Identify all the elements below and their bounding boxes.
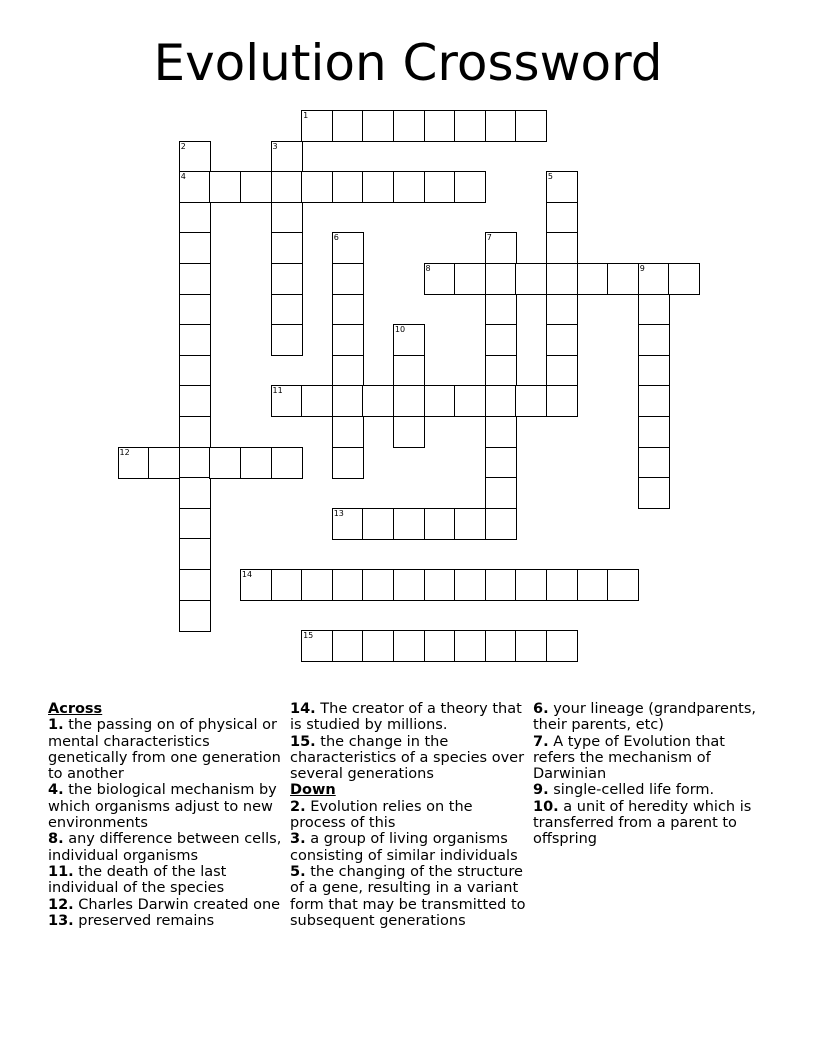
clue-item xyxy=(533,799,769,848)
clue-number: 15. xyxy=(290,733,316,750)
crossword-cell[interactable] xyxy=(607,263,639,295)
crossword-cell[interactable] xyxy=(393,508,425,540)
crossword-cell[interactable] xyxy=(301,171,333,203)
crossword-cell[interactable] xyxy=(515,569,547,601)
clue-number: 6. xyxy=(533,701,549,717)
clue-item xyxy=(533,782,769,798)
crossword-cell[interactable] xyxy=(332,110,364,142)
crossword-cell[interactable] xyxy=(638,477,670,509)
clue-text: a group of living organisms consisting of similar individuals xyxy=(290,831,518,864)
crossword-cell[interactable] xyxy=(301,630,333,662)
crossword-cell[interactable] xyxy=(638,416,670,448)
crossword-cell[interactable] xyxy=(271,232,303,264)
crossword-cell[interactable] xyxy=(546,630,578,662)
clue-text: the changing of the structure of a gene, resulting in a variant form that may be transmitted to subsequent generations xyxy=(290,863,526,929)
crossword-cell[interactable] xyxy=(209,171,241,203)
crossword-cell[interactable] xyxy=(546,202,578,234)
clue-number: 7. xyxy=(533,733,549,750)
crossword-cell[interactable] xyxy=(179,324,211,356)
crossword-cell[interactable] xyxy=(424,171,456,203)
crossword-cell[interactable] xyxy=(393,110,425,142)
cell-number: 4 xyxy=(180,172,186,182)
crossword-cell[interactable] xyxy=(485,232,517,264)
crossword-cell[interactable] xyxy=(638,355,670,387)
crossword-cell[interactable] xyxy=(362,110,394,142)
clue-item xyxy=(533,701,769,734)
crossword-cell[interactable] xyxy=(209,447,241,479)
clue-item xyxy=(290,864,526,929)
clue-text: your lineage (grandparents, their parents, etc) xyxy=(533,701,757,734)
crossword-cell[interactable] xyxy=(424,630,456,662)
crossword-cell[interactable] xyxy=(638,447,670,479)
clue-text: single-celled life form. xyxy=(553,782,715,799)
crossword-cell[interactable] xyxy=(332,171,364,203)
cell-number: 2 xyxy=(180,141,186,151)
crossword-cell[interactable] xyxy=(485,110,517,142)
crossword-cell[interactable] xyxy=(332,416,364,448)
crossword-cell[interactable] xyxy=(179,141,211,173)
crossword-cell[interactable] xyxy=(546,232,578,264)
crossword-cell[interactable] xyxy=(179,263,211,295)
cell-number: 15 xyxy=(303,631,314,641)
clue-item xyxy=(290,734,526,783)
clue-number: 5. xyxy=(290,863,306,880)
crossword-cell[interactable] xyxy=(240,569,272,601)
clue-item xyxy=(48,717,284,782)
crossword-cell[interactable] xyxy=(424,110,456,142)
crossword-cell[interactable] xyxy=(179,202,211,234)
crossword-cell[interactable] xyxy=(485,569,517,601)
crossword-cell[interactable] xyxy=(362,171,394,203)
crossword-cell[interactable] xyxy=(393,385,425,417)
clue-text: the biological mechanism by which organisms adjust to new environments xyxy=(48,782,277,832)
clue-text: a unit of heredity which is transferred from a parent to offspring xyxy=(533,798,752,848)
cell-number: 9 xyxy=(639,264,645,273)
clue-number: 1. xyxy=(48,717,64,734)
crossword-cell[interactable] xyxy=(424,569,456,601)
crossword-cell[interactable] xyxy=(546,569,578,601)
crossword-cell[interactable] xyxy=(148,447,180,479)
clue-item xyxy=(48,913,284,929)
crossword-cell[interactable] xyxy=(332,232,364,264)
crossword-cell[interactable] xyxy=(179,508,211,540)
crossword-cell[interactable] xyxy=(118,447,150,479)
crossword-cell[interactable] xyxy=(271,171,303,203)
crossword-cell[interactable] xyxy=(424,263,456,295)
cell-number: 7 xyxy=(486,233,492,243)
crossword-cell[interactable] xyxy=(393,171,425,203)
crossword-cell[interactable] xyxy=(546,355,578,387)
crossword-cell[interactable] xyxy=(393,569,425,601)
crossword-cell[interactable] xyxy=(485,324,517,356)
crossword-cell[interactable] xyxy=(546,324,578,356)
crossword-cell[interactable] xyxy=(271,569,303,601)
crossword-cell[interactable] xyxy=(179,569,211,601)
crossword-cell[interactable] xyxy=(393,324,425,356)
crossword-cell[interactable] xyxy=(515,263,547,295)
clue-number: 8. xyxy=(48,831,64,848)
crossword-cell[interactable] xyxy=(454,569,486,601)
crossword-cell[interactable] xyxy=(332,263,364,295)
crossword-cell[interactable] xyxy=(332,355,364,387)
crossword-cell[interactable] xyxy=(577,569,609,601)
crossword-cell[interactable] xyxy=(485,447,517,479)
crossword-cell[interactable] xyxy=(362,630,394,662)
clue-number: 4. xyxy=(48,782,64,799)
crossword-cell[interactable] xyxy=(332,294,364,326)
cell-number: 3 xyxy=(272,141,278,151)
crossword-cell[interactable] xyxy=(546,385,578,417)
clue-text: the change in the characteristics of a species over several generations xyxy=(290,733,525,783)
crossword-cell[interactable] xyxy=(485,477,517,509)
crossword-cell[interactable] xyxy=(271,141,303,173)
crossword-cell[interactable] xyxy=(454,171,486,203)
crossword-cell[interactable] xyxy=(454,263,486,295)
clue-section-heading: Across xyxy=(48,701,103,717)
crossword-cell[interactable] xyxy=(638,324,670,356)
cell-number: 1 xyxy=(303,111,309,120)
crossword-cell[interactable] xyxy=(240,171,272,203)
crossword-cell[interactable] xyxy=(179,385,211,417)
crossword-cell[interactable] xyxy=(179,232,211,264)
crossword-cell[interactable] xyxy=(179,600,211,632)
crossword-cell[interactable] xyxy=(485,416,517,448)
clue-item xyxy=(290,799,526,832)
clue-item xyxy=(533,734,769,783)
cell-number: 5 xyxy=(547,172,553,182)
clue-number: 12. xyxy=(48,896,74,913)
crossword-cell[interactable] xyxy=(179,447,211,479)
crossword-cell[interactable] xyxy=(271,385,303,417)
crossword-cell[interactable] xyxy=(638,294,670,326)
crossword-cell[interactable] xyxy=(332,385,364,417)
crossword-cell[interactable] xyxy=(515,110,547,142)
crossword-cell[interactable] xyxy=(485,385,517,417)
crossword-cell[interactable] xyxy=(179,355,211,387)
crossword-cell[interactable] xyxy=(179,171,211,203)
crossword-cell[interactable] xyxy=(546,171,578,203)
crossword-cell[interactable] xyxy=(362,385,394,417)
cell-number: 12 xyxy=(119,447,130,457)
crossword-cell[interactable] xyxy=(393,416,425,448)
clue-column-3 xyxy=(533,701,769,848)
crossword-cell[interactable] xyxy=(393,630,425,662)
crossword-cell[interactable] xyxy=(179,416,211,448)
crossword-cell[interactable] xyxy=(332,324,364,356)
crossword-cell[interactable] xyxy=(546,294,578,326)
cell-number: 10 xyxy=(394,325,406,335)
cell-number: 6 xyxy=(333,233,339,243)
crossword-cell[interactable] xyxy=(454,385,486,417)
crossword-cell[interactable] xyxy=(485,294,517,326)
clue-text: preserved remains xyxy=(78,912,215,929)
crossword-cell[interactable] xyxy=(271,202,303,234)
clue-number: 11. xyxy=(48,863,74,880)
crossword-cell[interactable] xyxy=(332,447,364,479)
clue-item xyxy=(290,701,526,734)
clue-number: 10. xyxy=(533,798,559,815)
cell-number: 14 xyxy=(241,570,253,579)
clue-number: 13. xyxy=(48,912,74,929)
crossword-cell[interactable] xyxy=(362,569,394,601)
clue-item xyxy=(48,864,284,897)
crossword-cell[interactable] xyxy=(546,263,578,295)
crossword-cell[interactable] xyxy=(179,538,211,570)
crossword-cell[interactable] xyxy=(301,385,333,417)
crossword-cell[interactable] xyxy=(271,324,303,356)
crossword-cell[interactable] xyxy=(515,385,547,417)
crossword-cell[interactable] xyxy=(485,355,517,387)
clue-number: 9. xyxy=(533,782,549,799)
clue-text: The creator of a theory that is studied by millions. xyxy=(290,701,522,734)
crossword-cell[interactable] xyxy=(607,569,639,601)
crossword-cell[interactable] xyxy=(515,630,547,662)
crossword-cell[interactable] xyxy=(240,447,272,479)
crossword-cell[interactable] xyxy=(301,569,333,601)
clue-column-1 xyxy=(48,701,284,929)
crossword-cell[interactable] xyxy=(638,263,670,295)
crossword-cell[interactable] xyxy=(485,263,517,295)
crossword-cell[interactable] xyxy=(424,508,456,540)
clue-text: A type of Evolution that refers the mechanism of Darwinian xyxy=(533,733,725,783)
crossword-cell[interactable] xyxy=(179,294,211,326)
crossword-cell[interactable] xyxy=(332,508,364,540)
crossword-cell[interactable] xyxy=(577,263,609,295)
crossword-cell[interactable] xyxy=(271,263,303,295)
clue-section-heading: Down xyxy=(290,782,336,799)
clue-text: the death of the last individual of the species xyxy=(48,863,227,897)
crossword-cell[interactable] xyxy=(485,508,517,540)
crossword-cell[interactable] xyxy=(424,385,456,417)
clue-text: any difference between cells, individual organisms xyxy=(48,831,282,864)
clue-text: Evolution relies on the process of this xyxy=(290,798,473,832)
crossword-cell[interactable] xyxy=(668,263,700,295)
crossword-cell[interactable] xyxy=(454,110,486,142)
clue-text: the passing on of physical or mental characteristics genetically from one generation to another xyxy=(48,717,281,783)
cell-number: 11 xyxy=(272,386,283,396)
crossword-cell[interactable] xyxy=(362,508,394,540)
crossword-cell[interactable] xyxy=(638,385,670,417)
clue-number: 2. xyxy=(290,798,306,815)
crossword-cell[interactable] xyxy=(454,508,486,540)
crossword-cell[interactable] xyxy=(332,569,364,601)
crossword-cell[interactable] xyxy=(271,294,303,326)
cell-number: 13 xyxy=(333,508,344,518)
clue-column-2 xyxy=(290,701,526,929)
clue-number: 3. xyxy=(290,831,306,848)
crossword-cell[interactable] xyxy=(332,630,364,662)
crossword-cell[interactable] xyxy=(393,355,425,387)
cell-number: 8 xyxy=(425,264,431,273)
crossword-cell[interactable] xyxy=(454,630,486,662)
crossword-cell[interactable] xyxy=(179,477,211,509)
clue-number: 14. xyxy=(290,701,316,717)
puzzle-title: Evolution Crossword xyxy=(153,34,663,92)
crossword-cell[interactable] xyxy=(301,110,333,142)
clue-item xyxy=(48,831,284,864)
clue-text: Charles Darwin created one xyxy=(78,896,281,913)
crossword-cell[interactable] xyxy=(485,630,517,662)
clue-item xyxy=(48,897,284,913)
clue-item xyxy=(290,831,526,864)
clue-item xyxy=(48,782,284,831)
crossword-cell[interactable] xyxy=(271,447,303,479)
